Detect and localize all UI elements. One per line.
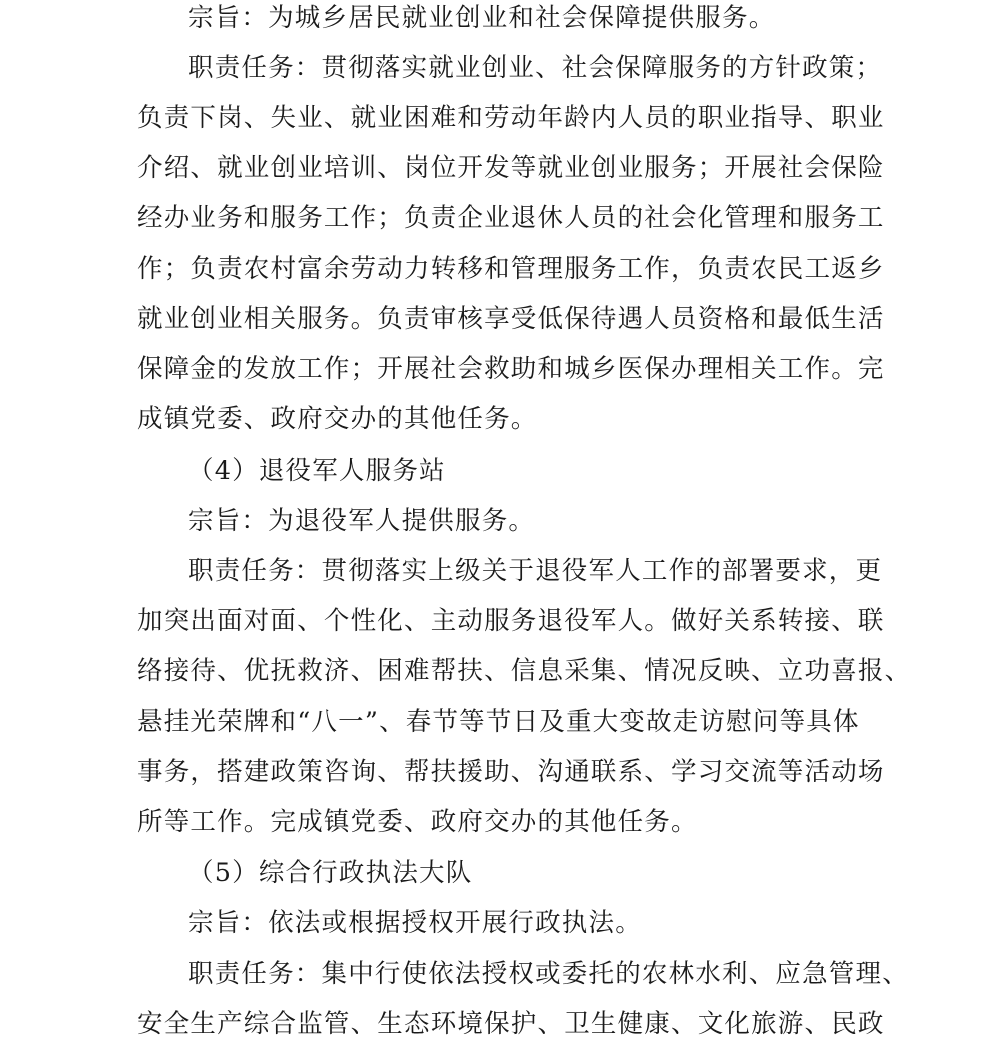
paragraph-line: 负责下岗、失业、就业困难和劳动年龄内人员的职业指导、职业	[137, 103, 885, 133]
paragraph-line: 经办业务和服务工作；负责企业退休人员的社会化管理和服务工	[137, 203, 885, 233]
section-heading: （4）退役军人服务站	[188, 456, 446, 486]
paragraph-line: 职责任务：贯彻落实就业创业、社会保障服务的方针政策；	[188, 53, 883, 83]
paragraph-line: 宗旨：为退役军人提供服务。	[188, 506, 536, 536]
paragraph-line: 宗旨：为城乡居民就业创业和社会保障提供服务。	[188, 3, 776, 33]
paragraph-line: 加突出面对面、个性化、主动服务退役军人。做好关系转接、联	[137, 606, 885, 636]
paragraph-line: 事务，搭建政策咨询、帮扶援助、沟通联系、学习交流等活动场	[137, 757, 885, 787]
paragraph-line: 宗旨：依法或根据授权开展行政执法。	[188, 908, 642, 938]
paragraph-line: 就业创业相关服务。负责审核享受低保待遇人员资格和最低生活	[137, 304, 885, 334]
paragraph-line: 悬挂光荣牌和“八一”、春节等节日及重大变故走访慰问等具体	[137, 707, 860, 737]
paragraph-line: 作；负责农村富余劳动力转移和管理服务工作，负责农民工返乡	[137, 254, 885, 284]
paragraph-line: 所等工作。完成镇党委、政府交办的其他任务。	[137, 807, 698, 837]
section-heading: （5）综合行政执法大队	[188, 858, 473, 888]
paragraph-line: 职责任务：集中行使依法授权或委托的农林水利、应急管理、	[188, 959, 909, 989]
paragraph-line: 安全生产综合监管、生态环境保护、卫生健康、文化旅游、民政	[137, 1009, 885, 1039]
paragraph-line: 成镇党委、政府交办的其他任务。	[137, 404, 538, 434]
paragraph-line: 保障金的发放工作；开展社会救助和城乡医保办理相关工作。完	[137, 354, 885, 384]
paragraph-line: 介绍、就业创业培训、岗位开发等就业创业服务；开展社会保险	[137, 153, 885, 183]
paragraph-line: 络接待、优抚救济、困难帮扶、信息采集、情况反映、立功喜报、	[137, 656, 912, 686]
paragraph-line: 职责任务：贯彻落实上级关于退役军人工作的部署要求，更	[188, 556, 883, 586]
